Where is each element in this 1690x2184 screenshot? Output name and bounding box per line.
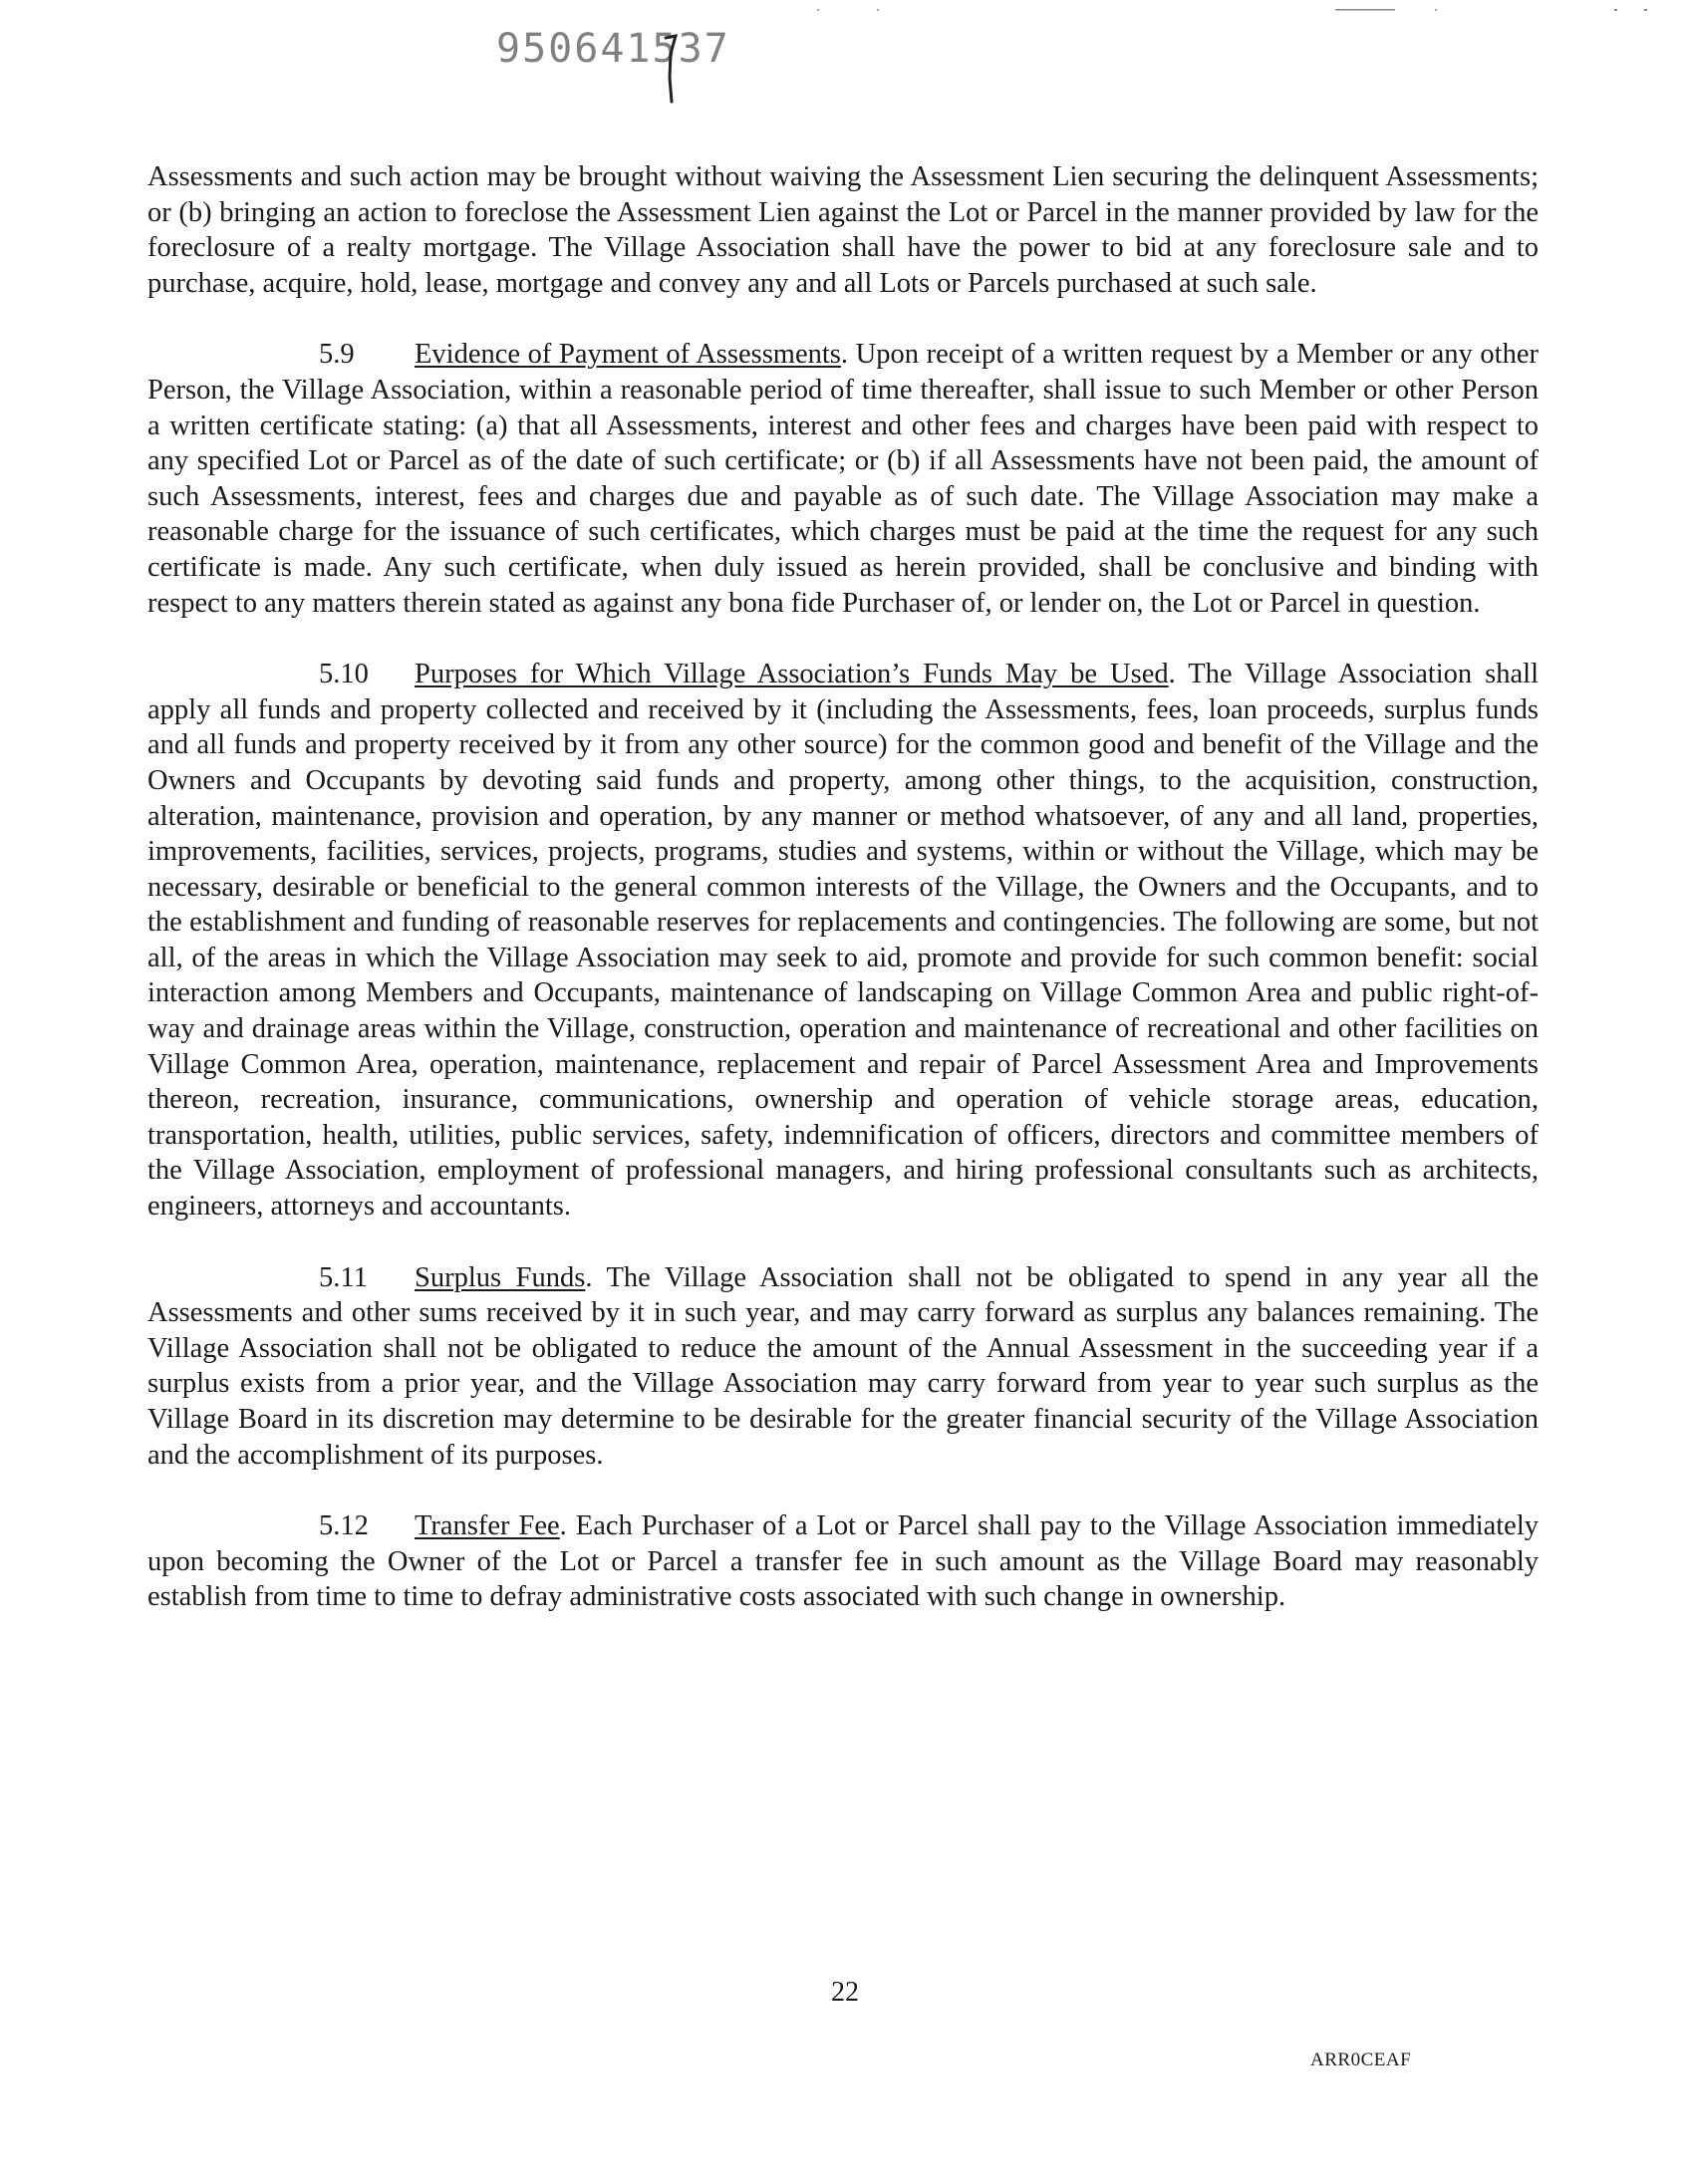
handwritten-mark bbox=[664, 34, 678, 104]
section-body: . Upon receipt of a written request by a Member or any other Person, the Village Association, within a reasonable period of time thereafter, shall issue to such Member or other Person a written certificate stating: (a) that all Assessments, interest and other fees and charges have been paid with respect to any specified Lot or Parcel as of the date of such certificate; or (b) if all Assessments have not been paid, the amount of such Assessments, interest, fees and charges due and payable as of such date. The Village Association may make a reasonable charge for the issuance of such certificates, which charges must be paid at the time the request for any such certificate is made. Any such certificate, when duly issued as herein provided, shall be conclusive and binding with respect to any matters therein stated as against any bona fide Purchaser of, or lender on, the Lot or Parcel in question. bbox=[147, 339, 1539, 619]
section-5-12 bbox=[147, 1508, 1539, 1615]
scan-artifact-marks bbox=[817, 8, 1674, 12]
section-heading: Surplus Funds bbox=[415, 1261, 586, 1293]
section-body: . The Village Association shall not be obligated to spend in any year all the Assessments and other sums received by it in such year, and may carry forward as surplus any balances remaining. The Village Association shall not be obligated to reduce the amount of the Annual Assessment in the succeeding year if a surplus exists from a prior year, and the Village Association may carry forward from year to year such surplus as the Village Board in its discretion may determine to be desirable for the greater financial security of the Village Association and the accomplishment of its purposes. bbox=[147, 1261, 1540, 1471]
section-5-11 bbox=[147, 1260, 1539, 1474]
intro-paragraph: Assessments and such action may be brought without waiving the Assessment Lien securing the delinquent Assessments; or (b) bringing an action to foreclose the Assessment Lien against the Lot or Parcel in the manner provided by law for the foreclosure of a realty mortgage. The Village Association shall have the power to bid at any foreclosure sale and to purchase, acquire, hold, lease, mortgage and convey any and all Lots or Parcels purchased at such sale. bbox=[147, 161, 1539, 299]
section-number: 5.11 bbox=[319, 1261, 368, 1293]
document-body bbox=[147, 159, 1539, 1651]
recording-stamp-number: 950641537 bbox=[496, 26, 730, 72]
section-5-10 bbox=[147, 657, 1539, 1225]
section-number: 5.9 bbox=[319, 339, 355, 371]
section-heading: Evidence of Payment of Assessments bbox=[415, 339, 841, 371]
section-body: . The Village Association shall apply all funds and property collected and received by it (including the Assessments, fees, loan proceeds, surplus funds and all funds and property received by it from any other source) for the common good and benefit of the Village and the Owners and Occupants by devoting said funds and property, among other things, to the acquisition, construction, alteration, maintenance, provision and operation, by any manner or method whatsoever, of any and all land, properties, improvements, facilities, services, projects, programs, studies and systems, within or without the Village, which may be necessary, desirable or beneficial to the general common interests of the Village, the Owners and the Occupants, and to the establishment and funding of reasonable reserves for replacements and contingencies. The following are some, but not all, of the areas in which the Village Association may seek to aid, promote and provide for such common benefit: social interaction among Members and Occupants, maintenance of landscaping on Village Common Area and public right-of-way and drainage areas within the Village, construction, operation and maintenance of recreational and other facilities on Village Common Area, operation, maintenance, replacement and repair of Parcel Assessment Area and Improvements thereon, recreation, insurance, communications, ownership and operation of vehicle storage areas, education, transportation, health, utilities, public services, safety, indemnification of officers, directors and committee members of the Village Association, employment of professional managers, and hiring professional consultants such as architects, engineers, attorneys and accountants. bbox=[147, 659, 1539, 1223]
section-5-9 bbox=[147, 337, 1539, 621]
document-code: ARR0CEAF bbox=[1310, 2049, 1412, 2070]
section-number: 5.10 bbox=[319, 659, 369, 690]
section-heading: Purposes for Which Village Association’s Funds May be Used bbox=[415, 659, 1169, 690]
section-number: 5.12 bbox=[319, 1510, 369, 1542]
section-body: . Each Purchaser of a Lot or Parcel shall pay to the Village Association immediately upon becoming the Owner of the Lot or Parcel a transfer fee in such amount as the Village Board may reasonably establish from time to time to defray administrative costs associated with such change in ownership. bbox=[147, 1510, 1540, 1613]
section-heading: Transfer Fee bbox=[415, 1510, 560, 1542]
page-number: 22 bbox=[831, 1977, 859, 2008]
